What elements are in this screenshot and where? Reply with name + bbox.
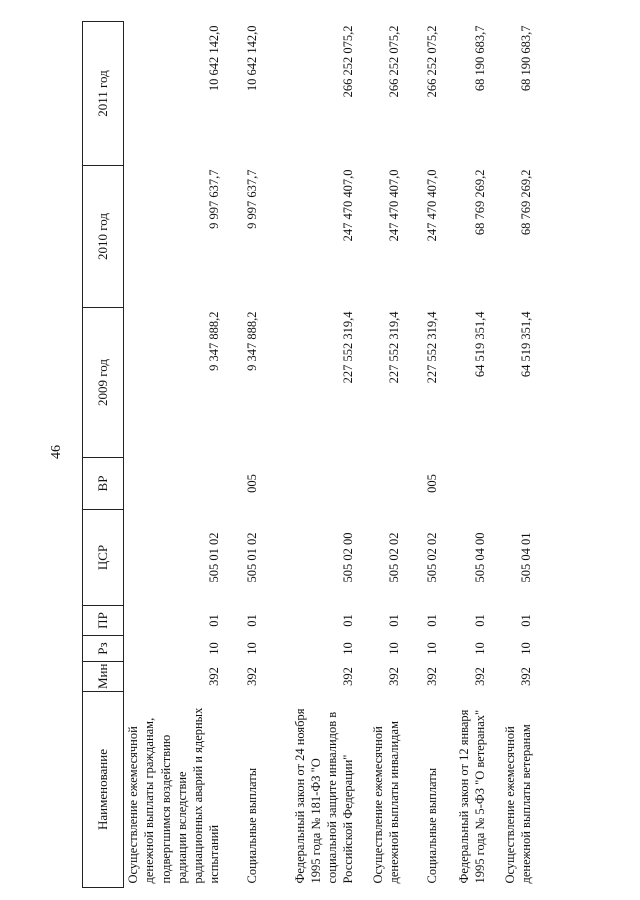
row-2009: 227 552 319,4 [387,311,402,384]
row-vr [444,458,492,510]
row-pr: 01 [387,614,402,627]
header-vr: ВР [83,458,124,510]
row-2009: 9 347 888,2 [207,311,222,371]
table-row [444,22,492,888]
row-name: Социальные выплаты [425,767,440,884]
table-row [124,22,226,888]
row-vr [360,458,406,510]
row-vr: 005 [425,474,440,493]
row-csr: 505 02 02 [425,532,440,583]
row-2009: 9 347 888,2 [245,311,260,371]
row-2009: 227 552 319,4 [425,311,440,384]
row-csr: 505 02 02 [387,532,402,583]
row-name: Осуществление ежемесячной денежной выплаты ветеранам [503,724,534,884]
row-pr: 01 [245,614,260,627]
row-rz: 10 [245,642,260,655]
row-name: Осуществление ежемесячной денежной выплаты инвалидам [371,721,402,884]
row-2010: 247 470 407,0 [387,169,402,242]
row-vr [124,458,226,510]
row-pr: 01 [519,614,534,627]
row-2010: 68 769 269,2 [473,169,488,236]
table-row [406,22,444,888]
row-csr: 505 01 02 [245,532,260,583]
row-2011: 266 252 075,2 [387,25,402,98]
row-pr: 01 [207,614,222,627]
header-min: Мин [83,662,124,692]
row-2011: 266 252 075,2 [425,25,440,98]
row-min: 392 [473,667,488,686]
row-rz: 10 [341,642,356,655]
row-2009: 64 519 351,4 [473,311,488,378]
row-pr: 01 [341,614,356,627]
row-min: 392 [207,667,222,686]
row-pr: 01 [473,614,488,627]
row-vr: 005 [245,474,260,493]
row-csr: 505 04 01 [519,532,534,583]
table-row [492,22,538,888]
row-name: Осуществление ежемесячной денежной выплаты гражданам, подвергшимся воздействию радиации вследствие радиационных аварий и ядерных испытаний [126,707,222,884]
row-csr: 505 04 00 [473,532,488,583]
budget-table [82,21,538,888]
table-row [360,22,406,888]
header-2010: 2010 год [83,166,124,308]
row-2010: 247 470 407,0 [341,169,356,242]
row-rz: 10 [473,642,488,655]
row-min: 392 [341,667,356,686]
row-2009: 64 519 351,4 [519,311,534,378]
row-vr [492,458,538,510]
row-2010: 9 997 637,7 [207,169,222,229]
header-2011: 2011 год [83,22,124,166]
row-vr [264,458,360,510]
row-min: 392 [245,667,260,686]
row-2009: 227 552 319,4 [341,311,356,384]
row-csr: 505 01 02 [207,532,222,583]
row-name: Федеральный закон от 24 ноября 1995 года № 181-ФЗ "О социальной защите инвалидов в Российской Федерации" [292,708,356,884]
table-row [264,22,360,888]
header-name: Наименование [83,692,124,888]
row-min: 392 [425,667,440,686]
row-name: Федеральный закон от 12 января 1995 года № 5-ФЗ "О ветеранах" [457,709,488,884]
table-header-row [83,22,124,888]
row-min: 392 [519,667,534,686]
row-rz: 10 [519,642,534,655]
row-2011: 10 642 142,0 [245,25,260,92]
row-name: Социальные выплаты [245,767,260,884]
rotated-page-content [82,22,604,888]
page-number: 46 [49,445,64,459]
row-2010: 68 769 269,2 [519,169,534,236]
row-min: 392 [387,667,402,686]
row-2011: 68 190 683,7 [473,25,488,92]
row-rz: 10 [425,642,440,655]
row-rz: 10 [387,642,402,655]
header-csr: ЦСР [83,510,124,606]
row-2011: 266 252 075,2 [341,25,356,98]
table-row [226,22,264,888]
row-pr: 01 [425,614,440,627]
header-2009: 2009 год [83,308,124,458]
row-rz: 10 [207,642,222,655]
header-pr: ПР [83,606,124,636]
header-rz: Рз [83,636,124,662]
row-2011: 10 642 142,0 [207,25,222,92]
row-csr: 505 02 00 [341,532,356,583]
row-2010: 9 997 637,7 [245,169,260,229]
row-2011: 68 190 683,7 [519,25,534,92]
row-2010: 247 470 407,0 [425,169,440,242]
